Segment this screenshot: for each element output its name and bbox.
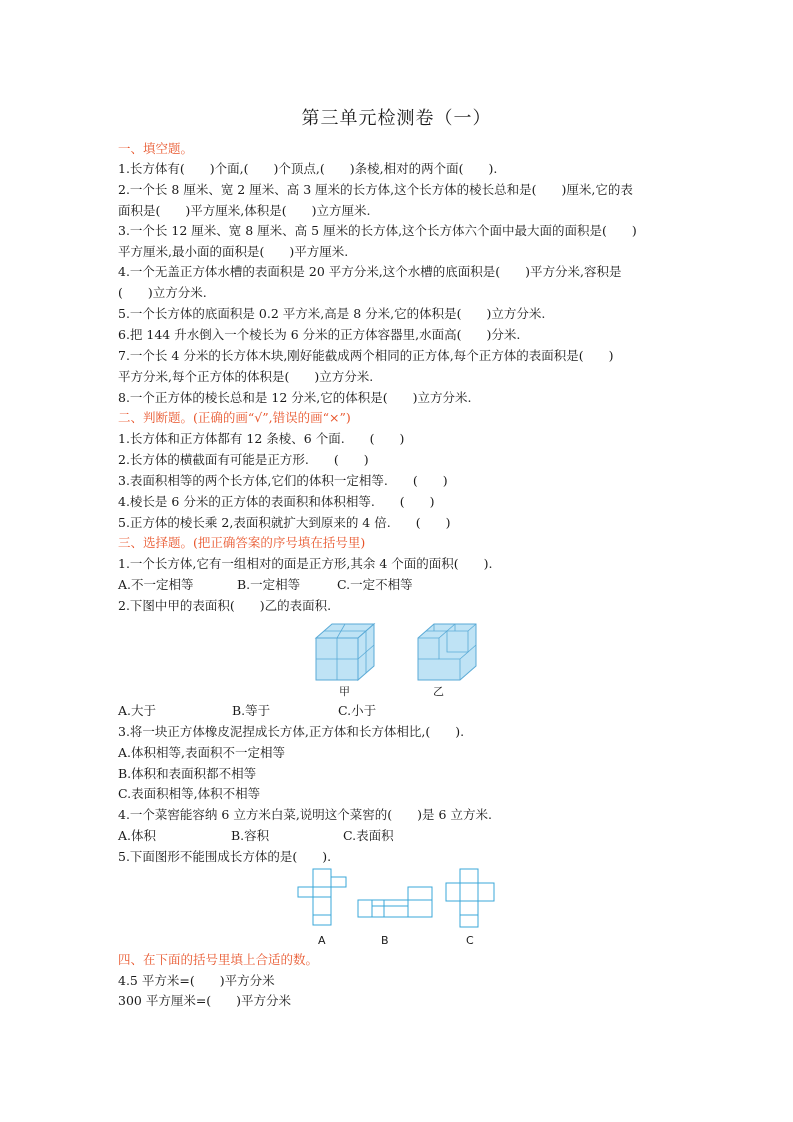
s2-line: 1.长方体和正方体都有 12 条棱、6 个面. ( ): [118, 431, 405, 446]
s1-line: 2.一个长 8 厘米、宽 2 厘米、高 3 厘米的长方体,这个长方体的棱长总和是( )厘米,它的表: [118, 182, 633, 197]
option-a: A.体积: [118, 828, 157, 843]
net-label-a: A: [318, 934, 326, 947]
s3-q4-options: [118, 828, 394, 844]
option-a: A.不一定相等: [118, 577, 194, 592]
option-a: A.体积相等,表面积不一定相等: [118, 745, 285, 760]
option-c: C.表面积: [343, 828, 394, 843]
section3-heading: 三、选择题。(把正确答案的序号填在括号里): [118, 535, 366, 550]
s1-line: 面积是( )平方厘米,体积是( )立方厘米.: [118, 203, 371, 218]
s2-line: 2.长方体的横截面有可能是正方形. ( ): [118, 452, 369, 467]
figure-label-yi: 乙: [433, 685, 444, 698]
s2-line: 5.正方体的棱长乘 2,表面积就扩大到原来的 4 倍. ( ): [118, 515, 451, 530]
s4-line: 300 平方厘米=( )平方分米: [118, 993, 292, 1008]
page-title: 第三单元检测卷（一）: [301, 108, 492, 129]
option-c: C.一定不相等: [337, 577, 413, 592]
s3-q2: 2.下图中甲的表面积( )乙的表面积.: [118, 598, 332, 613]
cube-figure-yi: [414, 620, 480, 684]
s2-line: 4.棱长是 6 分米的正方体的表面积和体积相等. ( ): [118, 494, 435, 509]
s1-line: 6.把 144 升水倒入一个棱长为 6 分米的正方体容器里,水面高( )分米.: [118, 327, 521, 342]
s1-line: 平方厘米,最小面的面积是( )平方厘米.: [118, 244, 349, 259]
s3-q1-options: [118, 577, 413, 593]
net-label-c: C: [466, 934, 474, 947]
option-b: B.容积: [231, 828, 270, 843]
option-b: B.一定相等: [237, 577, 301, 592]
s3-q2-options: [118, 703, 376, 719]
cube-figure-jia: [312, 620, 378, 684]
section2-heading: 二、判断题。(正确的画“√”,错误的画“×”): [118, 410, 351, 425]
s4-line: 4.5 平方米=( )平方分米: [118, 973, 275, 988]
section4-heading: 四、在下面的括号里填上合适的数。: [118, 952, 319, 967]
net-figure-a: [296, 867, 352, 933]
s3-q4: 4.一个菜窖能容纳 6 立方米白菜,说明这个菜窖的( )是 6 立方米.: [118, 807, 492, 822]
s3-q5: 5.下面图形不能围成长方体的是( ).: [118, 849, 332, 864]
s1-line: 5.一个长方体的底面积是 0.2 平方米,高是 8 分米,它的体积是( )立方分米.: [118, 306, 546, 321]
section1-heading: 一、填空题。: [118, 141, 194, 156]
s3-q3: 3.将一块正方体橡皮泥捏成长方体,正方体和长方体相比,( ).: [118, 724, 465, 739]
figure-label-jia: 甲: [339, 685, 350, 698]
s1-line: 8.一个正方体的棱长总和是 12 分米,它的体积是( )立方分米.: [118, 390, 472, 405]
s1-line: ( )立方分米.: [118, 285, 207, 300]
s1-line: 4.一个无盖正方体水槽的表面积是 20 平方分米,这个水槽的底面积是( )平方分米,容积是: [118, 264, 622, 279]
option-c: C.小于: [338, 703, 377, 718]
s1-line: 7.一个长 4 分米的长方体木块,刚好能截成两个相同的正方体,每个正方体的表面积是( ): [118, 348, 614, 363]
s1-line: 3.一个长 12 厘米、宽 8 厘米、高 5 厘米的长方体,这个长方体六个面中最大面的面积是( ): [118, 223, 637, 238]
s1-line: 1.长方体有( )个面,( )个顶点,( )条棱,相对的两个面( ).: [118, 161, 498, 176]
option-a: A.大于: [118, 703, 157, 718]
s2-line: 3.表面积相等的两个长方体,它们的体积一定相等. ( ): [118, 473, 448, 488]
s1-line: 平方分米,每个正方体的体积是( )立方分米.: [118, 369, 374, 384]
net-figure-c: [442, 867, 500, 933]
net-figure-b: [356, 884, 436, 922]
s3-q1: 1.一个长方体,它有一组相对的面是正方形,其余 4 个面的面积( ).: [118, 556, 493, 571]
option-b: B.体积和表面积都不相等: [118, 766, 257, 781]
option-b: B.等于: [232, 703, 271, 718]
net-label-b: B: [381, 934, 389, 947]
option-c: C.表面积相等,体积不相等: [118, 786, 261, 801]
